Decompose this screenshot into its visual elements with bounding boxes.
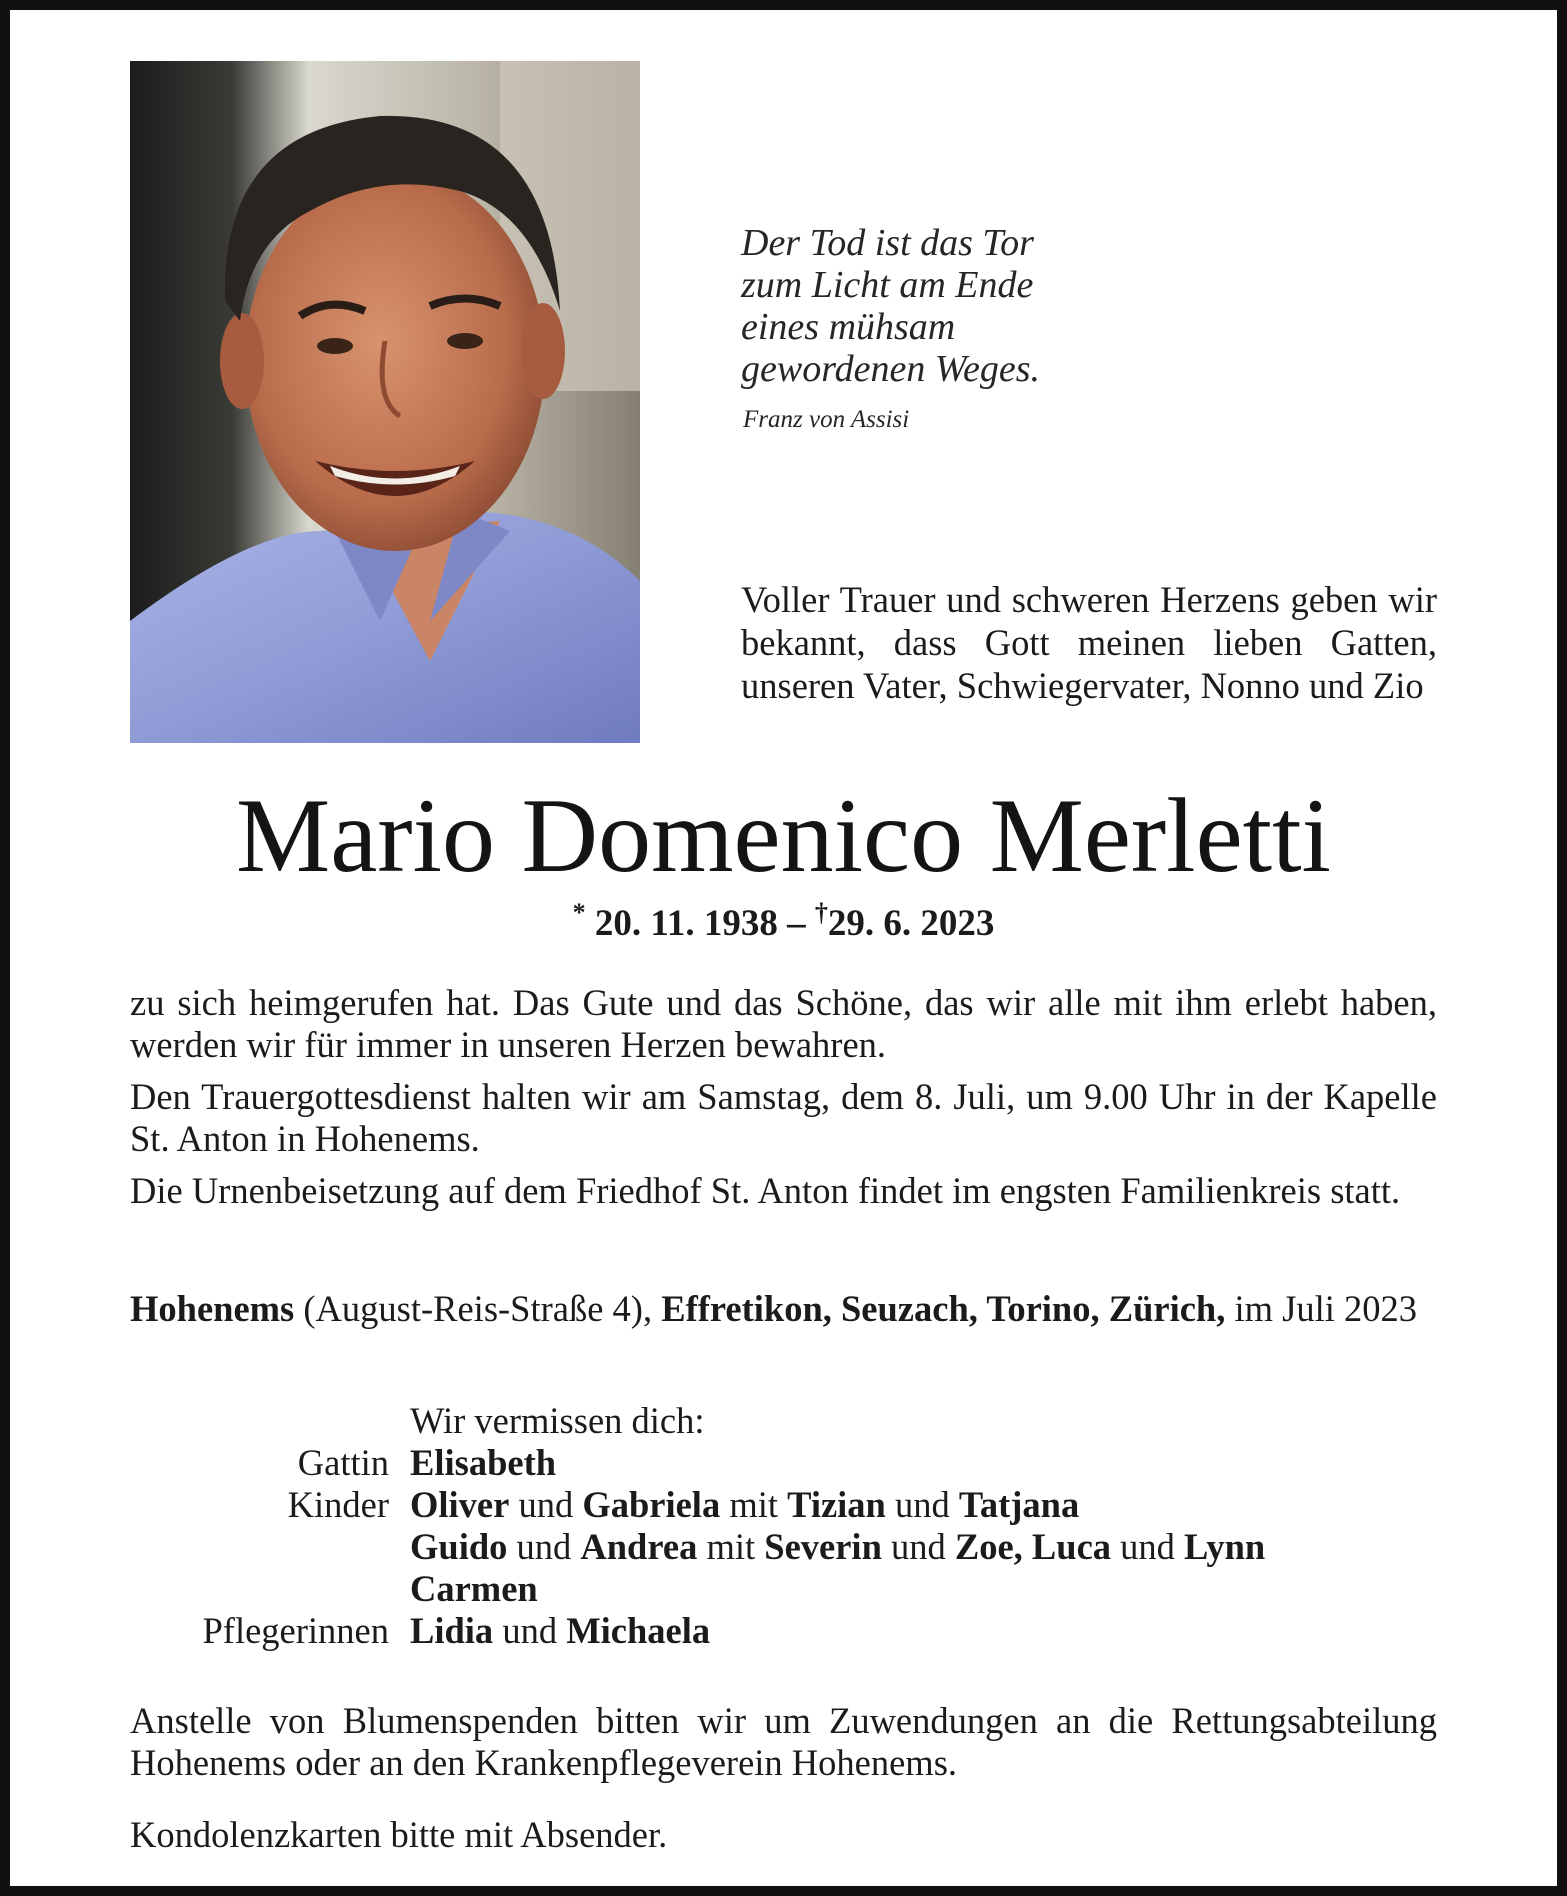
family-row-children-2: Guido und Andrea mit Severin und Zoe, Luca und Lynn [410,1526,1266,1567]
paragraph-service: Den Trauergottesdienst halten wir am Samstag, dem 8. Juli, um 9.00 Uhr in der Kapelle St. Anton in Hohenems. [130,1076,1437,1159]
location-date-text: im Juli 2023 [1234,1288,1418,1329]
family-heading-row [130,1400,1450,1442]
quote [741,222,1261,390]
paragraph-homecall: zu sich heimgerufen hat. Das Gute und das Schöne, das wir alle mit ihm erlebt haben, werden wir für immer in unseren Herzen bewahren. [130,982,1437,1065]
intro-text: Voller Trauer und schweren Herzens geben wir bekannt, dass Gott meinen lieben Gatten, unseren Vater, Schwiegervater, Nonno und Zio [741,579,1437,706]
family-child: Oliver [410,1484,510,1525]
quote-line: Der Tod ist das Tor [741,222,1034,264]
death-date: 29. 6. 2023 [827,903,995,944]
quote-line: gewordenen Weges. [741,348,1041,390]
location-other-places: Effretikon, Seuzach, Torino, Zürich, [661,1288,1226,1329]
family-label-wife: Gattin [297,1442,389,1483]
family-grandchild: Severin [764,1526,882,1567]
family-row-wife [130,1442,1450,1484]
family-heading: Wir vermissen dich: [410,1400,705,1441]
family-label-children: Kinder [287,1484,389,1525]
family-label-carers: Pflegerinnen [202,1610,389,1651]
family-row-carers: Pflegerinnen Lidia und Michaela [130,1610,1450,1652]
family-grandchild: Lynn [1184,1526,1266,1567]
family-partner: Andrea [580,1526,698,1567]
family-carer: Lidia [410,1610,494,1651]
paragraph-burial: Die Urnenbeisetzung auf dem Friedhof St. Anton findet im engsten Familienkreis statt. [130,1170,1401,1211]
date-separator: – [787,903,806,944]
location-town: Hohenems [130,1288,295,1329]
family-partner: Gabriela [582,1484,721,1525]
family-carer: Michaela [566,1610,711,1651]
deceased-name: Mario Domenico Merletti [235,777,1332,894]
quote-line: zum Licht am Ende [741,264,1034,306]
family-row-children-3 [130,1568,1450,1610]
family-grandchild: Zoe, Luca [954,1526,1112,1567]
birth-date: 20. 11. 1938 [594,903,778,944]
location-date [130,1288,1437,1330]
family-wife: Elisabeth [410,1442,557,1483]
life-dates [0,898,1567,945]
paragraph-donations: Anstelle von Blumenspenden bitten wir um Zuwendungen an die Rettungsabteilung Hohenems oder an den Krankenpflegeverein Hohenems. [130,1700,1437,1783]
family-child: Carmen [410,1568,538,1609]
family-child: Guido [410,1526,508,1567]
family-row-children-1: Kinder Oliver und Gabriela mit Tizian und Tatjana [130,1484,1450,1526]
family-grandchild: Tizian [787,1484,886,1525]
quote-line: eines mühsam [741,306,956,348]
death-symbol: † [814,898,828,927]
portrait-photo [130,61,640,743]
location-address: (August-Reis-Straße 4), [303,1288,653,1329]
family-grandchild: Tatjana [958,1484,1080,1525]
quote-author: Franz von Assisi [743,406,910,433]
birth-symbol: * [572,898,586,927]
family-list [130,1400,1450,1652]
paragraph-condolences: Kondolenzkarten bitte mit Absender. [130,1814,668,1855]
